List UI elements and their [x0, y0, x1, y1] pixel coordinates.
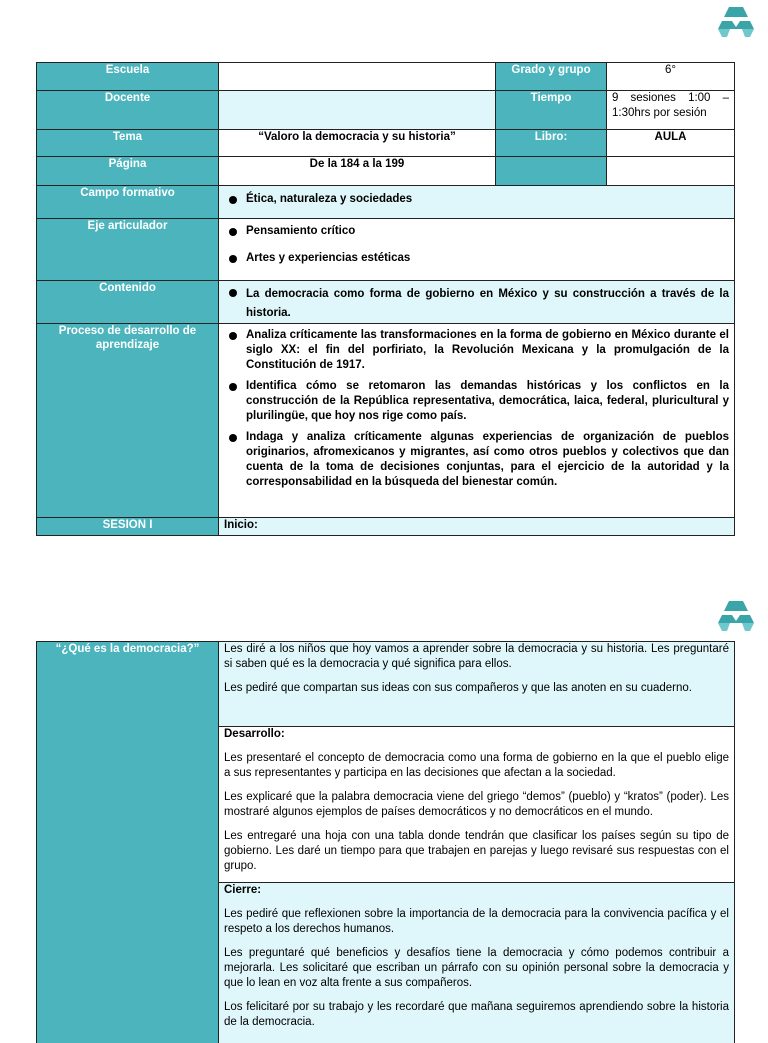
desarrollo-heading: Desarrollo:	[224, 728, 285, 740]
campo-cell	[219, 186, 735, 219]
pagina-extra-cell	[496, 157, 607, 186]
pagina-value: De la 184 a la 199	[219, 157, 496, 186]
libro-label: Libro:	[496, 130, 607, 157]
proceso-item: Identifica cómo se retomaron las demandas históricas y los conflictos en la construcción de la República representativa, democrática, laica, federal, pluricultural y plurilingüe, que hoy nos rige como país.	[246, 380, 729, 422]
logo	[718, 5, 754, 39]
proceso-label: Proceso de desarrollo de aprendizaje	[37, 324, 219, 518]
logo	[718, 599, 754, 633]
cierre-heading: Cierre:	[224, 884, 262, 896]
desarrollo-paragraph: Les entregaré una hoja con una tabla donde tendrán que clasificar los países según su tipo de gobierno. Les daré un tiempo para que trabajen en parejas y luego revisaré sus respuestas con el grupo.	[224, 830, 729, 872]
inicio-label: Inicio:	[219, 518, 735, 536]
eje-label: Eje articulador	[37, 219, 219, 281]
triangle-logo-icon	[718, 599, 754, 633]
grado-label: Grado y grupo	[496, 63, 607, 91]
session-title: “¿Qué es la democracia?”	[37, 642, 219, 1043]
cierre-paragraph: Los felicitaré por su trabajo y les recordaré que mañana seguiremos aprendiendo sobre la historia de la democracia.	[224, 1001, 729, 1028]
desarrollo-paragraph: Les presentaré el concepto de democracia como una forma de gobierno en la que el pueblo elige a sus representantes y participa en las decisiones que afectan a la sociedad.	[224, 752, 729, 779]
proceso-cell	[219, 324, 735, 518]
tema-value: “Valoro la democracia y su historia”	[219, 130, 496, 157]
planning-table	[36, 62, 735, 536]
eje-item: Artes y experiencias estéticas	[246, 251, 729, 266]
grado-value: 6°	[607, 63, 735, 91]
cierre-paragraph: Les pediré que reflexionen sobre la importancia de la democracia para la convivencia pacífica y el respeto a los derechos humanos.	[224, 908, 729, 935]
escuela-value	[219, 63, 496, 91]
campo-item: Ética, naturaleza y sociedades	[246, 192, 729, 207]
docente-label: Docente	[37, 91, 219, 130]
libro-value: AULA	[607, 130, 735, 157]
contenido-label: Contenido	[37, 281, 219, 324]
cierre-paragraph: Les preguntaré qué beneficios y desafíos tiene la democracia y cómo podemos contribuir a mejorarla. Les solicitaré que escriban un párrafo con su opinión personal sobre la democracia y que lo lean en voz alta frente a sus compañeros.	[224, 947, 729, 989]
proceso-item: Analiza críticamente las transformaciones en la forma de gobierno en México durante el siglo XX: el fin del porfiriato, la Revolución Mexicana y la promulgación de la Constitución de 1917.	[246, 329, 729, 371]
campo-label: Campo formativo	[37, 186, 219, 219]
inicio-paragraph: Les diré a los niños que hoy vamos a aprender sobre la democracia y su historia. Les preguntaré si saben qué es la democracia y qué significa para ellos.	[224, 643, 729, 670]
inicio-paragraph: Les pediré que compartan sus ideas con sus compañeros y que las anoten en su cuaderno.	[224, 682, 692, 694]
triangle-logo-icon	[718, 5, 754, 39]
contenido-cell	[219, 281, 735, 324]
contenido-item: La democracia como forma de gobierno en México y su construcción a través de la historia.	[246, 285, 729, 323]
desarrollo-paragraph: Les explicaré que la palabra democracia viene del griego “demos” (pueblo) y “kratos” (poder). Les mostraré algunos ejemplos de países democráticos y no democráticos en el mundo.	[224, 791, 729, 818]
empty-cell	[607, 157, 735, 186]
eje-item: Pensamiento crítico	[246, 224, 729, 239]
escuela-label: Escuela	[37, 63, 219, 91]
tema-label: Tema	[37, 130, 219, 157]
sesion-label: SESION I	[37, 518, 219, 536]
eje-cell	[219, 219, 735, 281]
proceso-item: Indaga y analiza críticamente algunas experiencias de organización de pueblos originarios, afromexicanos y migrantes, así como otros pueblos y colectivos que dan cuenta de la toma de decisiones conjuntas, para el ejercicio de la autoridad y la corresponsabilidad en la búsqueda del bienestar común.	[246, 431, 729, 488]
cierre-cell	[219, 883, 735, 1043]
pagina-label: Página	[37, 157, 219, 186]
inicio-cell	[219, 642, 735, 727]
session-table	[36, 641, 735, 1043]
tiempo-value: 9 sesiones 1:00 – 1:30hrs por sesión	[607, 91, 735, 130]
desarrollo-cell	[219, 727, 735, 883]
docente-value	[219, 91, 496, 130]
tiempo-label: Tiempo	[496, 91, 607, 130]
